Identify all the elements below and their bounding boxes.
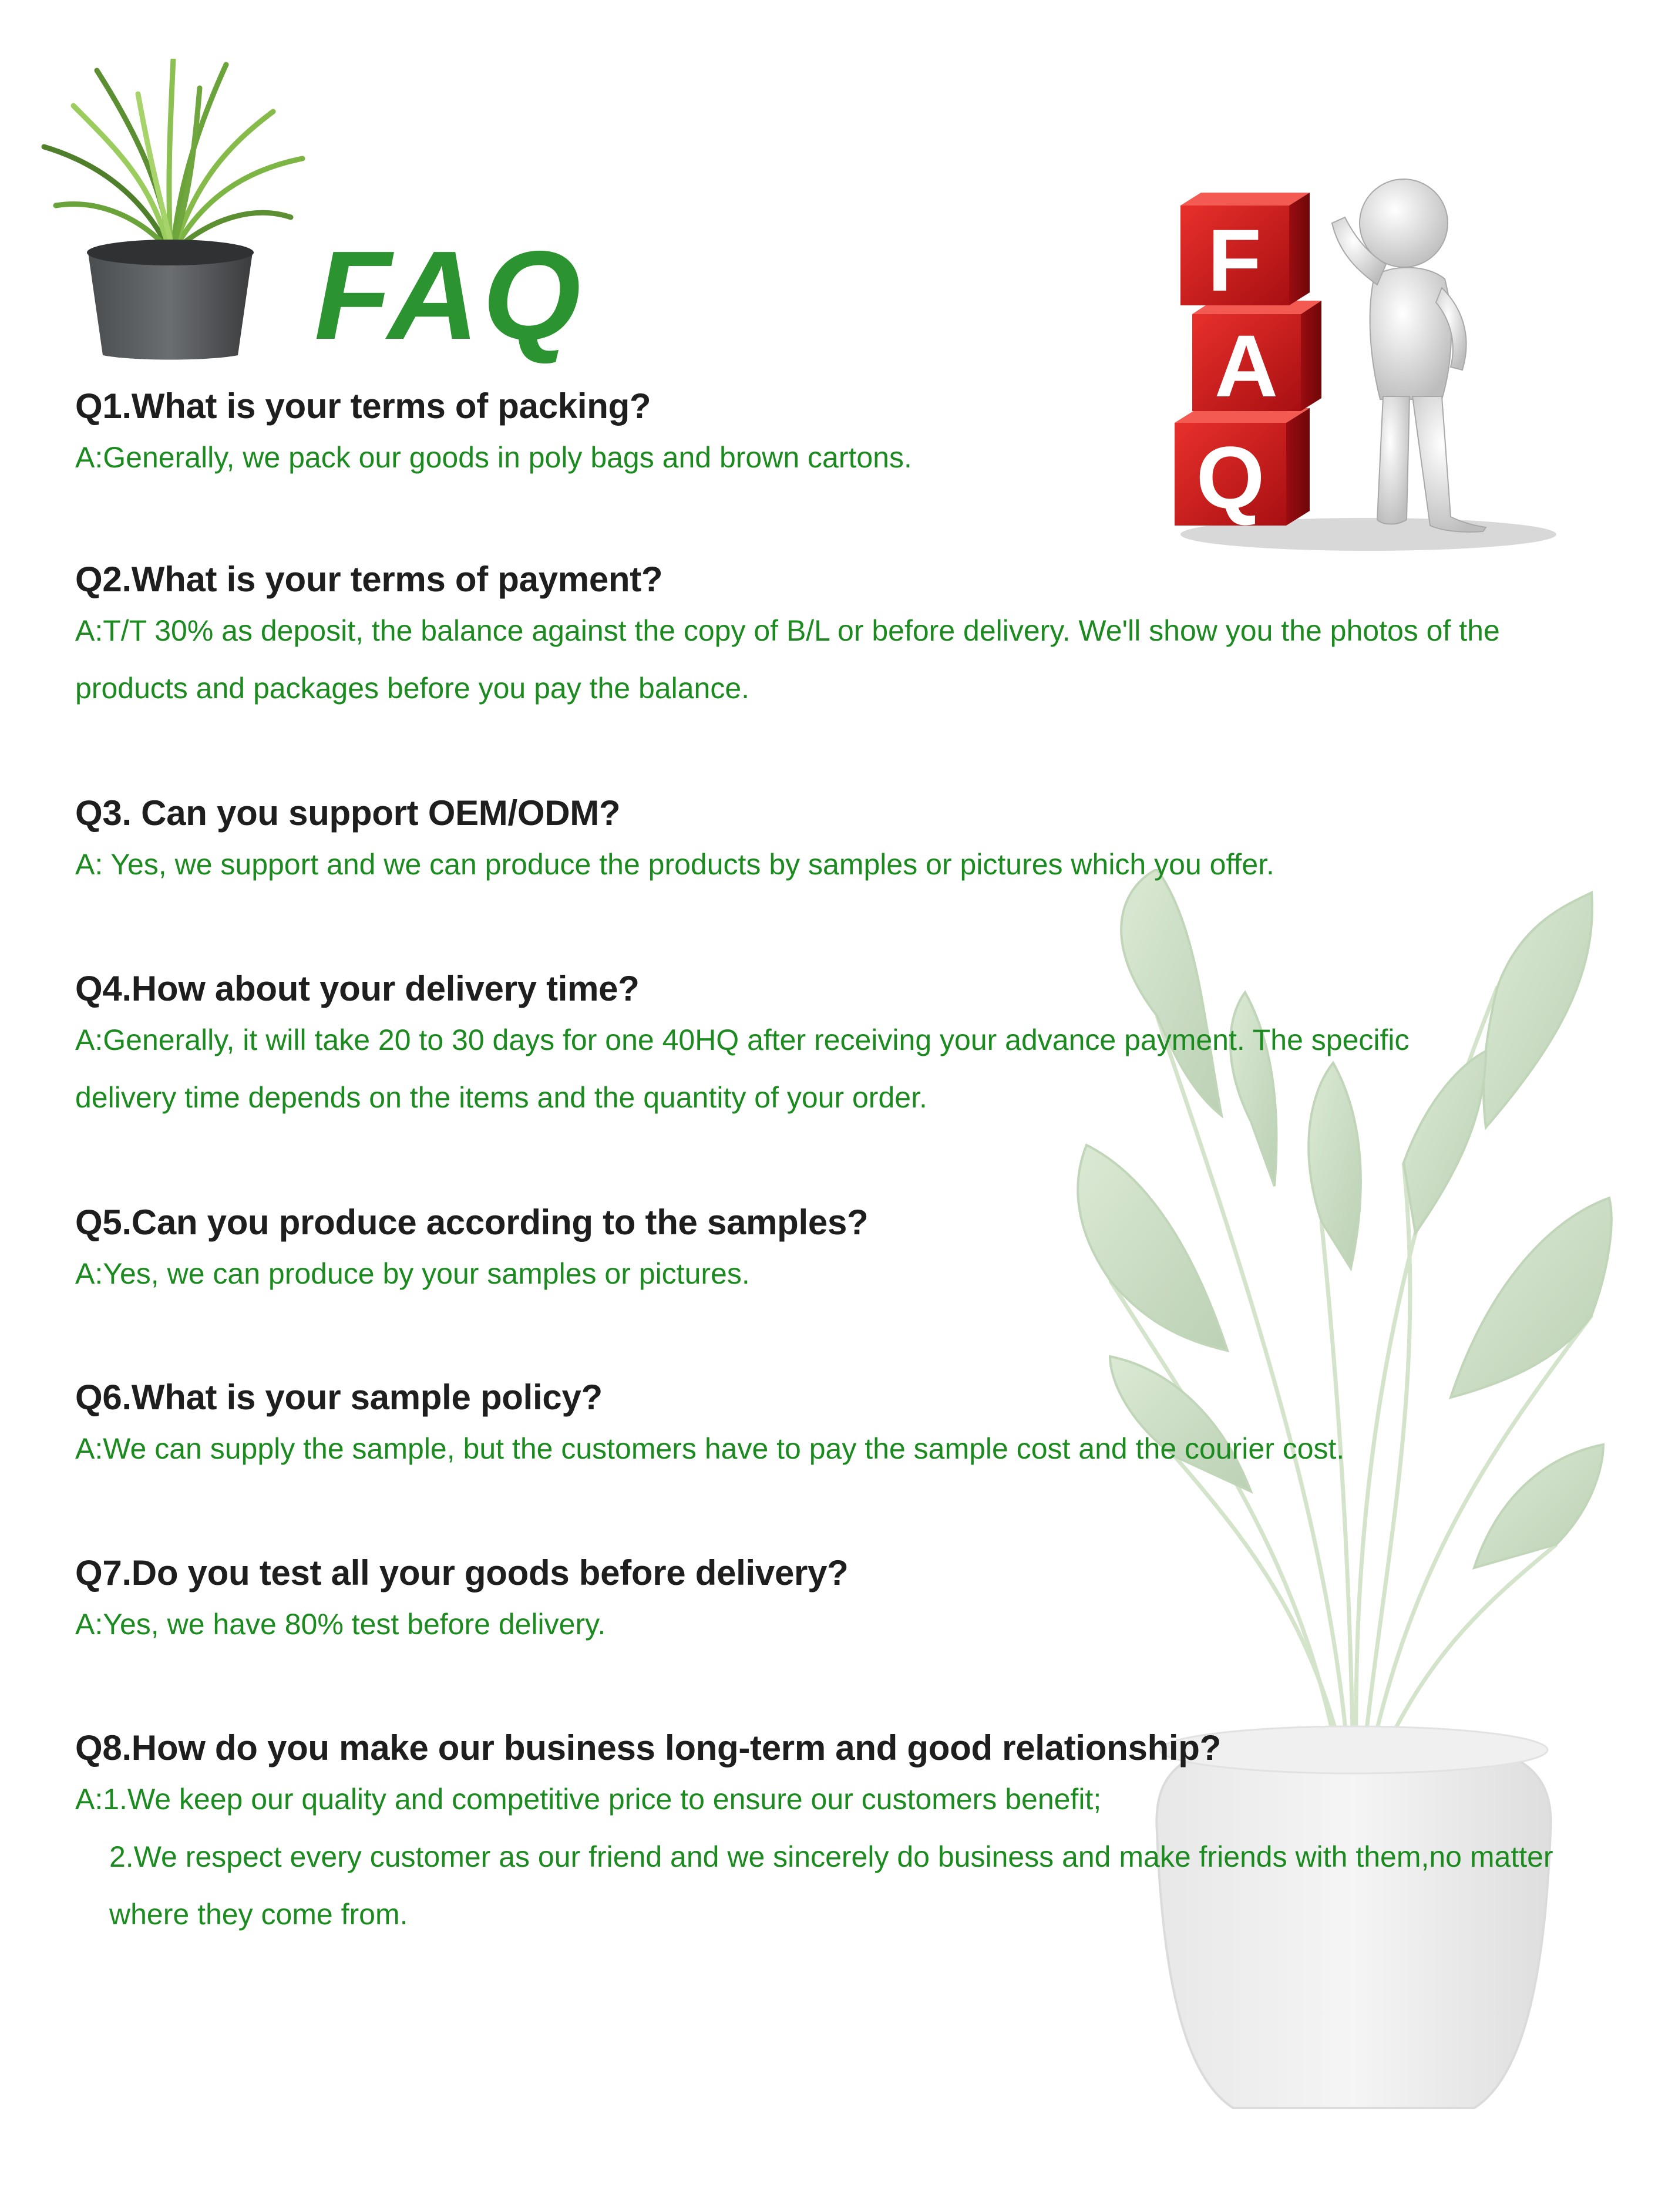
faq-item-6 bbox=[75, 1376, 1579, 1477]
faq-answer: A:T/T 30% as deposit, the balance against the copy of B/L or before delivery. We'll show you the photos of the products and packages before you pay the balance. bbox=[75, 614, 1500, 705]
faq-question: Q6.What is your sample policy? bbox=[75, 1378, 603, 1417]
faq-question: Q5.Can you produce according to the samples? bbox=[75, 1203, 869, 1242]
faq-item-1 bbox=[75, 385, 1579, 486]
cube-letter-q: Q bbox=[1196, 428, 1265, 527]
faq-item-4 bbox=[75, 968, 1514, 1126]
faq-question: Q3. Can you support OEM/ODM? bbox=[75, 793, 621, 833]
faq-answer: A:1.We keep our quality and competitive price to ensure our customers benefit; bbox=[75, 1783, 1102, 1816]
faq-answer: A:Generally, it will take 20 to 30 days for one 40HQ after receiving your advance payment. The specific delivery time depends on the items and the quantity of your order. bbox=[75, 1023, 1410, 1114]
faq-answer-continued: 2.We respect every customer as our friend and we sincerely do business and make friends with them,no matter where they come from. bbox=[109, 1840, 1553, 1931]
faq-question: Q1.What is your terms of packing? bbox=[75, 386, 651, 426]
faq-cubes-illustration bbox=[1145, 176, 1556, 552]
faq-item-3 bbox=[75, 792, 1579, 893]
faq-answer: A:Yes, we can produce by your samples or pictures. bbox=[75, 1257, 750, 1290]
faq-answer: A:Generally, we pack our goods in poly bags and brown cartons. bbox=[75, 441, 912, 474]
faq-answer: A:Yes, we have 80% test before delivery. bbox=[75, 1608, 606, 1641]
faq-question: Q7.Do you test all your goods before delivery? bbox=[75, 1553, 849, 1592]
faq-question: Q8.How do you make our business long-term and good relationship? bbox=[75, 1728, 1221, 1767]
cube-letter-a: A bbox=[1214, 317, 1279, 415]
faq-item-8 bbox=[75, 1727, 1561, 1943]
faq-item-2 bbox=[75, 558, 1543, 717]
faq-answer: A:We can supply the sample, but the customers have to pay the sample cost and the courier cost. bbox=[75, 1432, 1345, 1465]
grass-pot-illustration bbox=[32, 59, 308, 364]
cube-letter-f: F bbox=[1207, 211, 1262, 309]
faq-item-7 bbox=[75, 1552, 1579, 1653]
faq-question: Q2.What is your terms of payment? bbox=[75, 560, 663, 599]
page-title: FAQ bbox=[314, 224, 584, 366]
faq-answer: A: Yes, we support and we can produce the products by samples or pictures which you offer. bbox=[75, 848, 1274, 881]
faq-question: Q4.How about your delivery time? bbox=[75, 969, 640, 1008]
faq-item-5 bbox=[75, 1201, 1579, 1302]
